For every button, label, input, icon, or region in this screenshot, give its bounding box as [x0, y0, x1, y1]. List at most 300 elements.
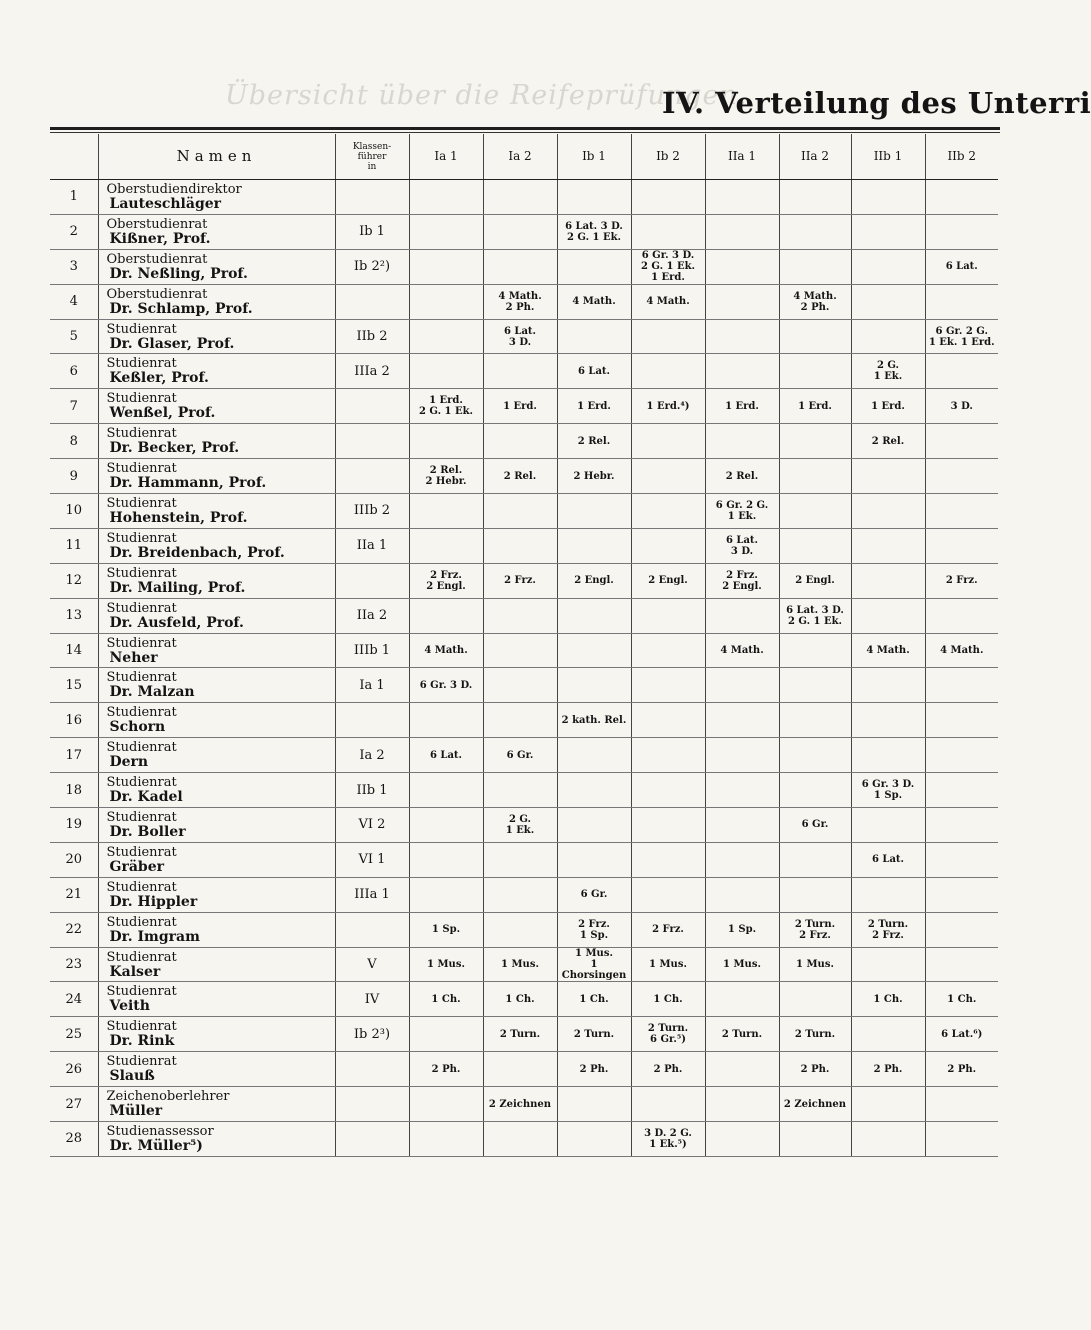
lesson-text: 6 Lat.: [577, 365, 611, 377]
lesson-text: 6 Lat.: [429, 749, 463, 761]
lesson-cell: [557, 354, 631, 389]
lesson-cell: [483, 773, 557, 808]
lesson-cell: [779, 528, 851, 563]
lesson-text: 2 Rel.: [871, 435, 905, 447]
lesson-cell: [705, 284, 779, 319]
lesson-cell: [409, 389, 483, 424]
lesson-text: 2 Ph.: [579, 1063, 609, 1075]
klassenfuehrer-cell: [335, 284, 409, 319]
lesson-cell: [483, 528, 557, 563]
teacher-name: Dern: [109, 754, 149, 771]
lesson-cell: [631, 947, 705, 982]
table-row: [50, 808, 998, 843]
row-number: 25: [50, 1017, 98, 1052]
lesson-text: 2 Engl.: [648, 575, 688, 587]
lesson-cell: [483, 180, 557, 215]
lesson-text: 2 Turn. 2 Frz.: [867, 918, 909, 941]
table-row: [50, 877, 998, 912]
teacher-name: Gräber: [109, 858, 164, 875]
lesson-cell: [705, 808, 779, 843]
table-row: [50, 1052, 998, 1087]
teacher-name: Dr. Rink: [109, 1033, 175, 1050]
lesson-cell: [779, 180, 851, 215]
lesson-text: 2 Rel. 2 Hebr.: [425, 465, 467, 488]
lesson-cell: [851, 424, 925, 459]
lesson-cell: [851, 703, 925, 738]
lesson-cell: [925, 912, 998, 947]
teacher-name: Dr. Schlamp, Prof.: [109, 300, 253, 317]
klassenfuehrer-cell: [335, 912, 409, 947]
lesson-text: 2 Ph.: [800, 1063, 830, 1075]
lesson-cell: [851, 1017, 925, 1052]
teacher-title: Studienrat: [106, 740, 177, 756]
lesson-cell: [705, 598, 779, 633]
lesson-cell: [705, 424, 779, 459]
table-row: [50, 180, 998, 215]
table-row: [50, 389, 998, 424]
row-number: 17: [50, 738, 98, 773]
lesson-cell: [705, 319, 779, 354]
row-number: 26: [50, 1052, 98, 1087]
lesson-text: 6 Gr.: [801, 819, 829, 831]
teacher-cell: [98, 389, 335, 424]
lesson-cell: [705, 982, 779, 1017]
teacher-title: Studienrat: [106, 600, 177, 616]
teacher-cell: [98, 1017, 335, 1052]
lesson-cell: [925, 249, 998, 284]
lesson-cell: [779, 1052, 851, 1087]
lesson-cell: [925, 389, 998, 424]
lesson-cell: [631, 1087, 705, 1122]
lesson-cell: [483, 947, 557, 982]
lesson-cell: [631, 249, 705, 284]
teacher-title: Studienrat: [106, 1019, 177, 1035]
lesson-cell: [631, 424, 705, 459]
lesson-cell: [631, 877, 705, 912]
lesson-cell: [705, 738, 779, 773]
lesson-cell: [483, 494, 557, 529]
klassenfuehrer-cell: [335, 389, 409, 424]
lesson-cell: [779, 494, 851, 529]
lesson-cell: [483, 877, 557, 912]
lesson-cell: [705, 494, 779, 529]
lesson-cell: [705, 633, 779, 668]
lesson-cell: [557, 214, 631, 249]
lesson-text: 4 Math.: [424, 645, 468, 657]
lesson-cell: [779, 214, 851, 249]
klassenfuehrer-cell: IV: [335, 982, 409, 1017]
lesson-text: 2 Ph.: [431, 1063, 461, 1075]
lesson-cell: [779, 877, 851, 912]
lesson-cell: [851, 668, 925, 703]
lesson-text: 1 Mus.: [796, 959, 834, 971]
teacher-name: Neher: [109, 649, 158, 666]
klassenfuehrer-cell: IIa 2: [335, 598, 409, 633]
teacher-title: Zeichenoberlehrer: [106, 1089, 230, 1105]
lesson-text: 1 Sp.: [431, 924, 461, 936]
lesson-text: 4 Math. 2 Ph.: [793, 290, 837, 313]
lesson-cell: [409, 982, 483, 1017]
lesson-cell: [557, 389, 631, 424]
lesson-cell: [851, 773, 925, 808]
lesson-cell: [631, 459, 705, 494]
teacher-name: Dr. Becker, Prof.: [109, 440, 240, 457]
lesson-cell: [779, 284, 851, 319]
lesson-cell: [705, 947, 779, 982]
teacher-cell: [98, 424, 335, 459]
lesson-cell: [779, 912, 851, 947]
lesson-cell: [483, 912, 557, 947]
teacher-title: Studienrat: [106, 426, 177, 442]
table-row: [50, 563, 998, 598]
lesson-cell: [557, 738, 631, 773]
lesson-text: 1 Erd.: [503, 400, 537, 412]
lesson-cell: [483, 982, 557, 1017]
class-header: Ia 2: [483, 134, 557, 180]
teacher-cell: [98, 1087, 335, 1122]
teacher-cell: [98, 668, 335, 703]
lesson-text: 6 Lat. 3 D.: [725, 534, 759, 557]
teacher-cell: [98, 459, 335, 494]
lesson-cell: [557, 249, 631, 284]
lesson-text: 1 Mus.: [723, 959, 761, 971]
lesson-text: 6 Gr. 3 D.: [419, 679, 473, 691]
lesson-cell: [483, 738, 557, 773]
lesson-text: 1 Mus.: [649, 959, 687, 971]
table-row: [50, 1087, 998, 1122]
teacher-cell: [98, 982, 335, 1017]
lesson-cell: [925, 284, 998, 319]
lesson-text: 1 Erd.⁴): [646, 400, 690, 412]
lesson-cell: [409, 180, 483, 215]
klassenfuehrer-cell: VI 1: [335, 842, 409, 877]
lesson-text: 6 Gr. 2 G. 1 Ek.: [715, 499, 769, 522]
lesson-cell: [631, 633, 705, 668]
lesson-cell: [779, 319, 851, 354]
teacher-title: Studienrat: [106, 984, 177, 1000]
teacher-name: Kalser: [109, 963, 161, 980]
class-header: Ib 2: [631, 134, 705, 180]
klassenfuehrer-cell: [335, 459, 409, 494]
lesson-cell: [631, 528, 705, 563]
lesson-cell: [409, 842, 483, 877]
lesson-cell: [483, 389, 557, 424]
table-row: [50, 528, 998, 563]
lesson-cell: [483, 284, 557, 319]
teacher-name: Dr. Neßling, Prof.: [109, 265, 248, 282]
lesson-text: 2 Frz. 2 Engl.: [426, 569, 466, 592]
lesson-cell: [409, 668, 483, 703]
teacher-title: Studienrat: [106, 356, 177, 372]
lesson-text: 4 Math.: [646, 296, 690, 308]
lesson-text: 4 Math.: [720, 645, 764, 657]
klassenfuehrer-cell: Ib 2³): [335, 1017, 409, 1052]
heading-rule-thin: [50, 132, 1000, 133]
klassenfuehrer-cell: [335, 563, 409, 598]
teacher-title: Studienrat: [106, 670, 177, 686]
lesson-cell: [631, 668, 705, 703]
table-row: [50, 284, 998, 319]
lesson-text: 2 Rel.: [577, 435, 611, 447]
lesson-cell: [925, 1087, 998, 1122]
lesson-cell: [483, 424, 557, 459]
lesson-cell: [851, 1087, 925, 1122]
lesson-cell: [705, 1087, 779, 1122]
teacher-title: Studienrat: [106, 844, 177, 860]
teacher-cell: [98, 249, 335, 284]
teacher-title: Studienrat: [106, 775, 177, 791]
row-number: 11: [50, 528, 98, 563]
teacher-name: Dr. Mailing, Prof.: [109, 579, 246, 596]
lesson-text: 2 Frz. 2 Engl.: [722, 569, 762, 592]
lesson-cell: [925, 424, 998, 459]
lesson-cell: [631, 773, 705, 808]
row-number: 23: [50, 947, 98, 982]
lesson-cell: [631, 563, 705, 598]
lesson-cell: [925, 319, 998, 354]
kf-header-line: führer: [357, 151, 387, 162]
lesson-cell: [483, 563, 557, 598]
lesson-cell: [631, 319, 705, 354]
lesson-cell: [925, 842, 998, 877]
teacher-title: Oberstudienrat: [106, 216, 208, 232]
lesson-cell: [851, 1122, 925, 1157]
lesson-cell: [557, 1052, 631, 1087]
teacher-cell: [98, 494, 335, 529]
lesson-cell: [631, 598, 705, 633]
lesson-cell: [925, 633, 998, 668]
lesson-cell: [925, 494, 998, 529]
lesson-text: 2 Turn. 6 Gr.⁵): [647, 1023, 689, 1046]
lesson-cell: [409, 1052, 483, 1087]
teacher-name: Dr. Kadel: [109, 789, 183, 806]
lesson-cell: [851, 494, 925, 529]
lesson-cell: [851, 808, 925, 843]
table-row: [50, 1122, 998, 1157]
teacher-title: Oberstudienrat: [106, 286, 208, 302]
lesson-cell: [779, 842, 851, 877]
lesson-cell: [779, 982, 851, 1017]
lesson-cell: [557, 319, 631, 354]
lesson-cell: [557, 668, 631, 703]
row-number: 1: [50, 180, 98, 215]
lesson-cell: [631, 738, 705, 773]
lesson-text: 6 Gr.: [580, 889, 608, 901]
teacher-cell: [98, 528, 335, 563]
row-number: 19: [50, 808, 98, 843]
lesson-cell: [557, 528, 631, 563]
row-number: 27: [50, 1087, 98, 1122]
lesson-text: 2 Zeichnen: [783, 1098, 847, 1110]
bleed-through-text: Übersicht über die Reifeprüfungen.: [225, 80, 748, 111]
row-number: 24: [50, 982, 98, 1017]
lesson-cell: [557, 842, 631, 877]
lesson-cell: [925, 982, 998, 1017]
lesson-cell: [925, 1122, 998, 1157]
klassenfuehrer-cell: Ia 2: [335, 738, 409, 773]
klassenfuehrer-cell: [335, 1122, 409, 1157]
lesson-cell: [851, 249, 925, 284]
teacher-name: Veith: [109, 998, 150, 1015]
lesson-cell: [851, 528, 925, 563]
lesson-cell: [705, 1122, 779, 1157]
lesson-cell: [631, 354, 705, 389]
lesson-text: 6 Lat. 3 D. 2 G. 1 Ek.: [786, 604, 844, 627]
lesson-text: 2 Rel.: [725, 470, 759, 482]
lesson-text: 3 D.: [950, 400, 973, 412]
lesson-cell: [851, 738, 925, 773]
lesson-cell: [779, 1017, 851, 1052]
table-row: [50, 668, 998, 703]
row-number: 3: [50, 249, 98, 284]
lesson-cell: [409, 354, 483, 389]
table-row: [50, 738, 998, 773]
teacher-cell: [98, 842, 335, 877]
teacher-name: Dr. Breidenbach, Prof.: [109, 544, 285, 561]
lesson-cell: [851, 598, 925, 633]
lesson-cell: [409, 947, 483, 982]
lesson-text: 2 G. 1 Ek.: [873, 360, 903, 383]
lesson-cell: [483, 598, 557, 633]
lesson-cell: [779, 389, 851, 424]
lesson-cell: [925, 947, 998, 982]
teacher-name: Dr. Glaser, Prof.: [109, 335, 235, 352]
teacher-name: Dr. Ausfeld, Prof.: [109, 614, 244, 631]
lesson-cell: [925, 877, 998, 912]
class-header: IIa 1: [705, 134, 779, 180]
lesson-cell: [925, 563, 998, 598]
lesson-cell: [409, 703, 483, 738]
teacher-cell: [98, 633, 335, 668]
teacher-title: Studienassessor: [106, 1123, 214, 1139]
lesson-text: 6 Lat.: [871, 854, 905, 866]
lesson-text: 2 Engl.: [574, 575, 614, 587]
table-row: [50, 703, 998, 738]
name-header: Namen: [98, 134, 335, 180]
lesson-cell: [483, 1017, 557, 1052]
lesson-cell: [851, 947, 925, 982]
lesson-text: 2 kath. Rel.: [561, 714, 627, 726]
lesson-cell: [851, 459, 925, 494]
klassenfuehrer-cell: Ib 2²): [335, 249, 409, 284]
teacher-name: Dr. Boller: [109, 823, 186, 840]
lesson-cell: [483, 1087, 557, 1122]
klassenfuehrer-cell: [335, 180, 409, 215]
lesson-cell: [925, 738, 998, 773]
lesson-text: 2 Rel.: [503, 470, 537, 482]
lesson-cell: [779, 249, 851, 284]
lesson-cell: [925, 354, 998, 389]
row-number: 22: [50, 912, 98, 947]
lesson-cell: [925, 668, 998, 703]
lesson-cell: [483, 703, 557, 738]
lesson-text: 4 Math. 2 Ph.: [498, 290, 542, 313]
lesson-cell: [483, 668, 557, 703]
teacher-title: Studienrat: [106, 949, 177, 965]
teacher-title: Studienrat: [106, 565, 177, 581]
lesson-text: 2 Frz.: [945, 575, 978, 587]
table-row: [50, 249, 998, 284]
lesson-cell: [409, 808, 483, 843]
teacher-name: Kißner, Prof.: [109, 230, 211, 247]
teacher-cell: [98, 1122, 335, 1157]
lesson-cell: [779, 424, 851, 459]
lesson-cell: [705, 214, 779, 249]
lesson-text: 1 Sp.: [727, 924, 757, 936]
teacher-cell: [98, 563, 335, 598]
lesson-cell: [409, 249, 483, 284]
lesson-cell: [925, 528, 998, 563]
lesson-cell: [409, 563, 483, 598]
lesson-text: 3 D. 2 G. 1 Ek.⁵): [644, 1127, 692, 1150]
teacher-title: Studienrat: [106, 635, 177, 651]
class-header: IIb 2: [925, 134, 998, 180]
lesson-cell: [779, 668, 851, 703]
klassenfuehrer-cell: [335, 1052, 409, 1087]
teacher-cell: [98, 214, 335, 249]
kf-header-line: in: [367, 161, 377, 172]
lesson-cell: [705, 459, 779, 494]
lesson-cell: [557, 877, 631, 912]
teacher-name: Dr. Malzan: [109, 684, 195, 701]
lesson-text: 6 Lat. 3 D. 2 G. 1 Ek.: [565, 220, 623, 243]
lesson-cell: [483, 249, 557, 284]
teaching-distribution-table: [50, 134, 998, 1157]
heading-rule: [50, 127, 1000, 130]
table-row: [50, 494, 998, 529]
klassenfuehrer-cell: IIIa 1: [335, 877, 409, 912]
lesson-cell: [631, 1017, 705, 1052]
klassenfuehrer-cell: V: [335, 947, 409, 982]
lesson-cell: [851, 284, 925, 319]
lesson-cell: [409, 459, 483, 494]
row-number: 14: [50, 633, 98, 668]
lesson-cell: [631, 494, 705, 529]
lesson-text: 6 Lat.: [945, 261, 978, 273]
nr-header: [50, 134, 98, 180]
lesson-text: 1 Ch.: [873, 993, 903, 1005]
row-number: 21: [50, 877, 98, 912]
lesson-cell: [851, 389, 925, 424]
lesson-cell: [925, 773, 998, 808]
table-row: [50, 319, 998, 354]
lesson-cell: [557, 773, 631, 808]
lesson-cell: [631, 180, 705, 215]
table-row: [50, 633, 998, 668]
lesson-text: 2 Turn. 2 Frz.: [794, 918, 836, 941]
teacher-cell: [98, 598, 335, 633]
teacher-title: Studienrat: [106, 914, 177, 930]
row-number: 10: [50, 494, 98, 529]
teacher-title: Studienrat: [106, 809, 177, 825]
lesson-cell: [483, 319, 557, 354]
lesson-cell: [705, 877, 779, 912]
teacher-cell: [98, 284, 335, 319]
lesson-text: 4 Math.: [572, 296, 616, 308]
lesson-cell: [631, 1052, 705, 1087]
teacher-title: Studienrat: [106, 530, 177, 546]
lesson-cell: [705, 563, 779, 598]
lesson-cell: [779, 1087, 851, 1122]
teacher-name: Hohenstein, Prof.: [109, 509, 248, 526]
lesson-cell: [409, 424, 483, 459]
row-number: 7: [50, 389, 98, 424]
lesson-cell: [851, 180, 925, 215]
lesson-text: 6 Gr. 2 G. 1 Ek. 1 Erd.: [928, 325, 995, 348]
lesson-text: 1 Ch.: [431, 993, 461, 1005]
lesson-text: 2 Frz.: [504, 575, 536, 587]
lesson-text: 1 Mus. 1 Chorsingen: [561, 948, 627, 982]
